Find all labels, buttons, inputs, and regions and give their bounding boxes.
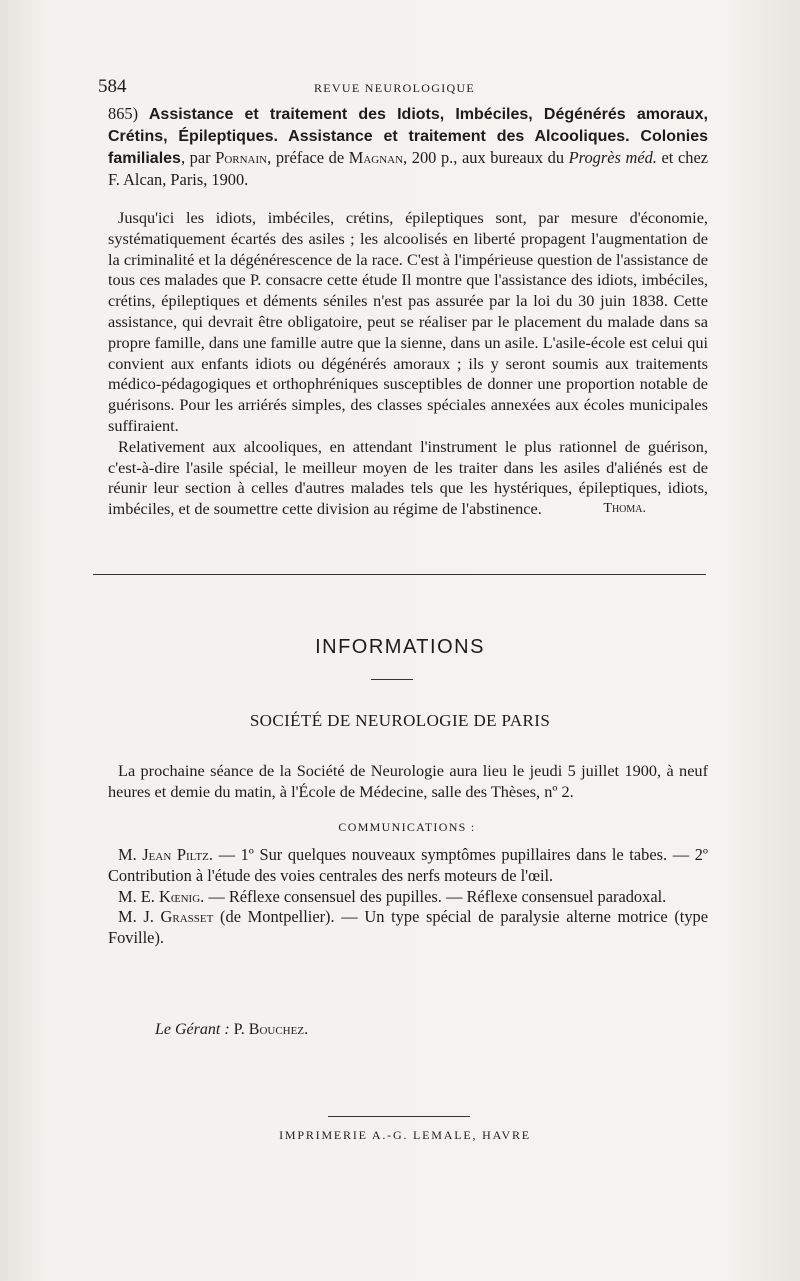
journal-name: Progrès méd. xyxy=(568,148,657,167)
communications-heading: COMMUNICATIONS : xyxy=(338,820,476,834)
review-signature: Thoma. xyxy=(603,501,646,517)
gerant-label: Le Gérant : xyxy=(155,1021,230,1038)
communication-item xyxy=(108,907,708,949)
title-underline xyxy=(371,679,413,680)
page-header xyxy=(98,76,708,100)
communication-text: (de Montpellier). — Un type spécial de paralysie alterne motrice (type Foville). xyxy=(108,907,708,948)
gerant-initial: P. xyxy=(229,1021,249,1038)
meeting-announcement xyxy=(108,761,708,803)
review-paragraph-text: Relativement aux alcooliques, en attendant l'instrument le plus rationnel de guérison, c'est-à-dire l'asile spécial, le meilleur moyen de les traiter dans les asiles d'aliénés est de réunir leur section à celles d'autres malades tels que les hystériques, épileptiques, idiots, imbéciles, et de soumettre cette division au régime de l'abstinence. xyxy=(108,436,708,519)
section-divider xyxy=(93,574,706,575)
entry-number: 865) xyxy=(108,104,139,123)
speaker-name: Jean Piltz xyxy=(142,845,209,864)
printer-imprint: IMPRIMERIE A.-G. LEMALE, HAVRE xyxy=(279,1128,531,1142)
entry-citation xyxy=(108,103,708,190)
citation-preface: , préface de xyxy=(267,148,349,167)
speaker-prefix: M. xyxy=(118,845,143,864)
page-number: 584 xyxy=(98,76,127,97)
preface-author: Magnan xyxy=(348,148,404,167)
speaker-prefix: M. J. xyxy=(118,907,161,927)
entry-title: Assistance et traitement des Idiots, Imbéciles, Dégénérés amoraux, Crétins, Épileptiques. Assistance et traitement des Alcooliques. Colonies familiales xyxy=(108,106,708,167)
citation-publication: , 200 p., aux bureaux du xyxy=(403,148,569,167)
review-paragraph: Jusqu'ici les idiots, imbéciles, crétins, épileptiques sont, par mesure d'économie, systématiquement écartés des asiles ; les alcoolisés en liberté propagent l'augmentation de la criminalité et la dégénérescence de la race. C'est à l'impérieuse question de l'assistance de tous ces malades que P. consacre cette étude Il montre que l'assistance des idiots, imbéciles, crétins, épileptiques et déments séniles n'est pas assurée par la loi du 30 juin 1838. Cette assistance, qui devrait être obligatoire, peut se réaliser par le placement du malade dans sa propre famille, dans une famille autre que la sienne, dans un asile. L'asile-école est celui qui convient aux enfants idiots ou dégénérés amoraux ; ils y seront soumis aux traitements médico-pédagogiques et orthophréniques susceptibles de donner une proportion notable de guérisons. Pour les arriérés simples, des classes spéciales annexées aux écoles municipales suffiraient. xyxy=(108,208,708,435)
gerant-name: Bouchez xyxy=(248,1021,305,1038)
informations-title: INFORMATIONS xyxy=(315,636,485,658)
speaker-prefix: M. E. xyxy=(118,886,159,906)
communication-item xyxy=(108,845,708,887)
communication-text: . — 1º Sur quelques nouveaux symptômes pupillaires dans le tabes. — 2º Contribution à l'étude des voies centrales des nerfs moteurs de l'œil. xyxy=(108,845,708,885)
citation-publisher: et chez F. Alcan, Paris, 1900. xyxy=(108,148,708,189)
speaker-name: Kœnig xyxy=(158,886,201,906)
footer-divider xyxy=(328,1116,470,1117)
gerant-period: . xyxy=(304,1021,309,1038)
entry-author: Pornain xyxy=(215,148,268,167)
citation-by: , par xyxy=(180,148,216,167)
review-body xyxy=(108,208,708,520)
announcement-text: La prochaine séance de la Société de Neurologie aura lieu le jeudi 5 juillet 1900, à neuf heures et demie du matin, à l'École de Médecine, salle des Thèses, nº 2. xyxy=(108,761,708,801)
communications-list xyxy=(108,845,708,949)
communication-item xyxy=(108,887,708,908)
communication-text: . — Réflexe consensuel des pupilles. — Réflexe consensuel paradoxal. xyxy=(200,886,667,906)
running-head: REVUE NEUROLOGIQUE xyxy=(314,81,476,95)
society-title: SOCIÉTÉ DE NEUROLOGIE DE PARIS xyxy=(249,711,551,730)
gerant-line xyxy=(155,1021,308,1039)
speaker-name: Grasset xyxy=(160,907,214,927)
review-paragraph-last xyxy=(108,437,708,520)
